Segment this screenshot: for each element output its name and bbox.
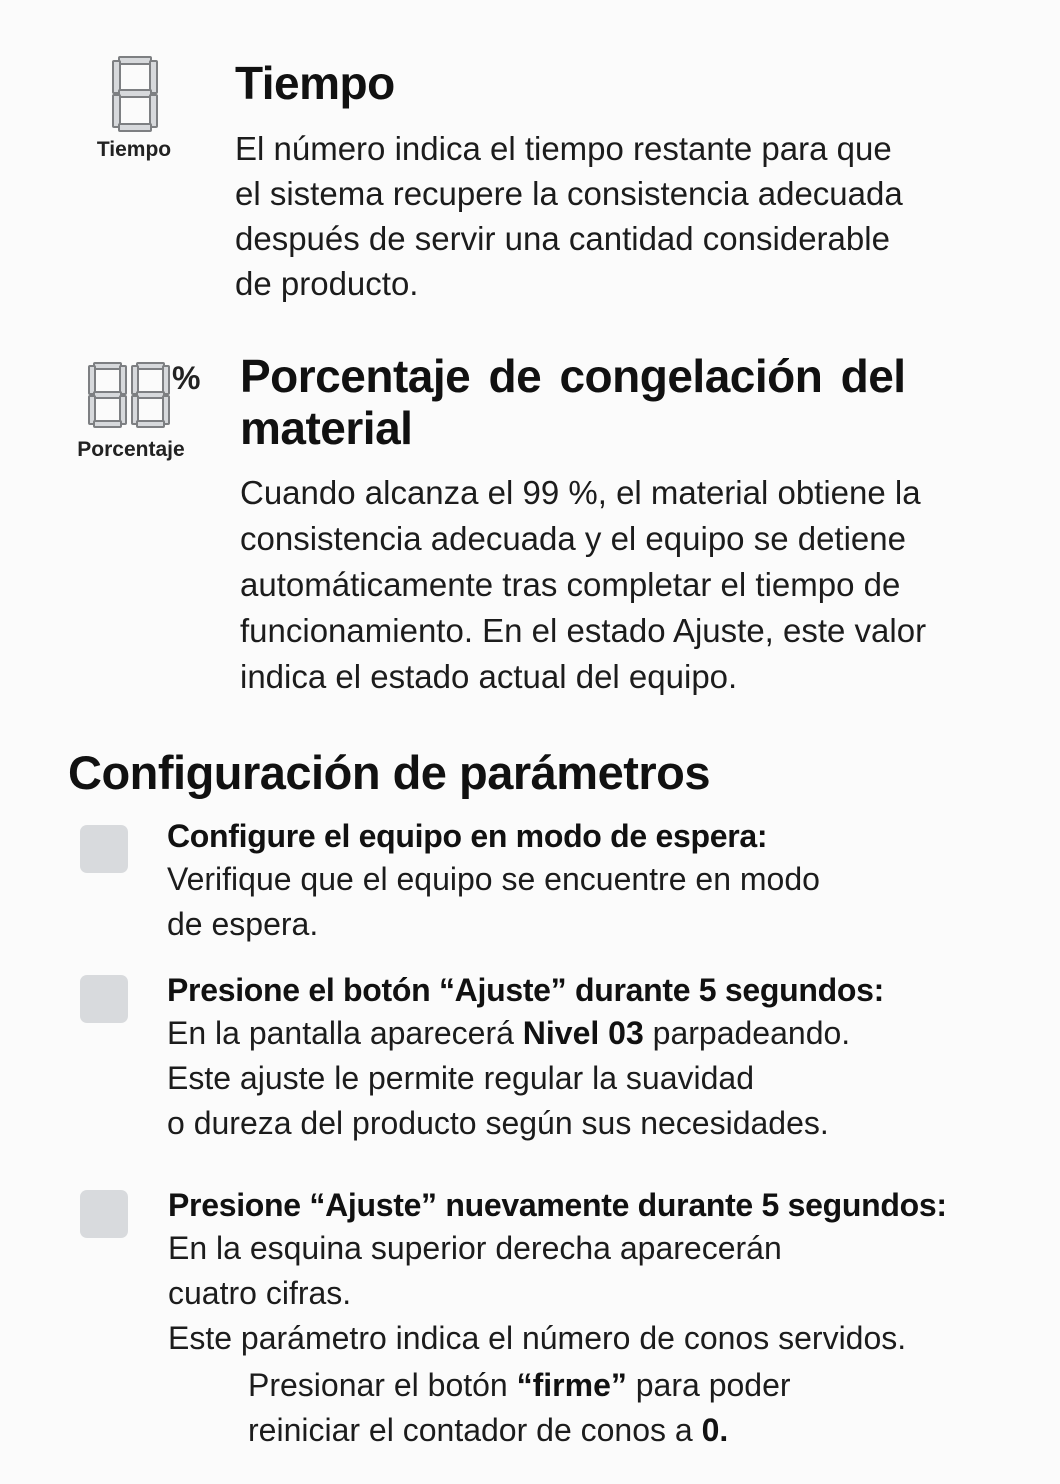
percentage-heading-line1: Porcentaje de congelación del	[240, 350, 906, 402]
step1-line: de espera.	[167, 906, 319, 942]
step2	[167, 972, 1037, 1146]
time-digit-icon	[112, 56, 158, 132]
time-icon-label: Tiempo	[96, 138, 172, 161]
percentage-description	[240, 470, 1020, 700]
percent-symbol: %	[172, 360, 201, 396]
percentage-icon-label: Porcentaje	[77, 438, 185, 461]
step3-line: En la esquina superior derecha aparecerán	[168, 1230, 782, 1266]
step2-line: Este ajuste le permite regular la suavidad	[167, 1060, 754, 1096]
step2-line	[167, 1011, 1037, 1056]
time-heading: Tiempo	[235, 57, 395, 109]
step3-line4-text-end: para poder	[626, 1367, 791, 1403]
step2-title: Presione el botón “Ajuste” durante 5 segundos:	[167, 972, 884, 1008]
percentage-desc-line: consistencia adecuada y el equipo se detiene	[240, 520, 906, 557]
firm-button-ref: “firme”	[516, 1367, 627, 1403]
step1	[167, 818, 1027, 947]
time-desc-line: el sistema recupere la consistencia adecuada	[235, 175, 903, 212]
step2-line1-text-end: parpadeando.	[643, 1015, 851, 1051]
time-desc-line: de producto.	[235, 265, 419, 302]
step1-checkbox[interactable]	[80, 825, 128, 873]
reset-value: 0.	[701, 1412, 729, 1448]
step2-line: o dureza del producto según sus necesidades.	[167, 1105, 829, 1141]
percentage-desc-line: funcionamiento. En el estado Ajuste, este valor	[240, 612, 927, 649]
step3-line: cuatro cifras.	[168, 1275, 352, 1311]
percentage-heading-line2: material	[240, 402, 413, 454]
step2-checkbox[interactable]	[80, 975, 128, 1023]
percentage-desc-line: automáticamente tras completar el tiempo de	[240, 566, 901, 603]
step3-title: Presione “Ajuste” nuevamente durante 5 segundos:	[168, 1187, 947, 1223]
step1-line: Verifique que el equipo se encuentre en modo	[167, 861, 820, 897]
step3-line5-text: reiniciar el contador de conos a	[248, 1412, 702, 1448]
step3-line4-text: Presionar el botón	[248, 1367, 517, 1403]
percentage-heading	[240, 350, 1000, 454]
time-desc-line: después de servir una cantidad considerable	[235, 220, 890, 257]
step3-line	[168, 1408, 1048, 1453]
percentage-desc-line: indica el estado actual del equipo.	[240, 658, 738, 695]
step3-line	[168, 1363, 1048, 1408]
level-value: Nivel 03	[522, 1015, 644, 1051]
step3	[168, 1187, 1048, 1453]
step1-title: Configure el equipo en modo de espera:	[167, 818, 768, 854]
step2-line1-text: En la pantalla aparecerá	[167, 1015, 523, 1051]
time-description	[235, 126, 1015, 306]
percentage-digit-icon	[88, 362, 170, 428]
step3-line: Este parámetro indica el número de conos servidos.	[168, 1320, 907, 1356]
percentage-desc-line: Cuando alcanza el 99 %, el material obtiene la	[240, 474, 921, 511]
step3-checkbox[interactable]	[80, 1190, 128, 1238]
parameters-section-title: Configuración de parámetros	[68, 746, 710, 799]
time-desc-line: El número indica el tiempo restante para que	[235, 130, 892, 167]
